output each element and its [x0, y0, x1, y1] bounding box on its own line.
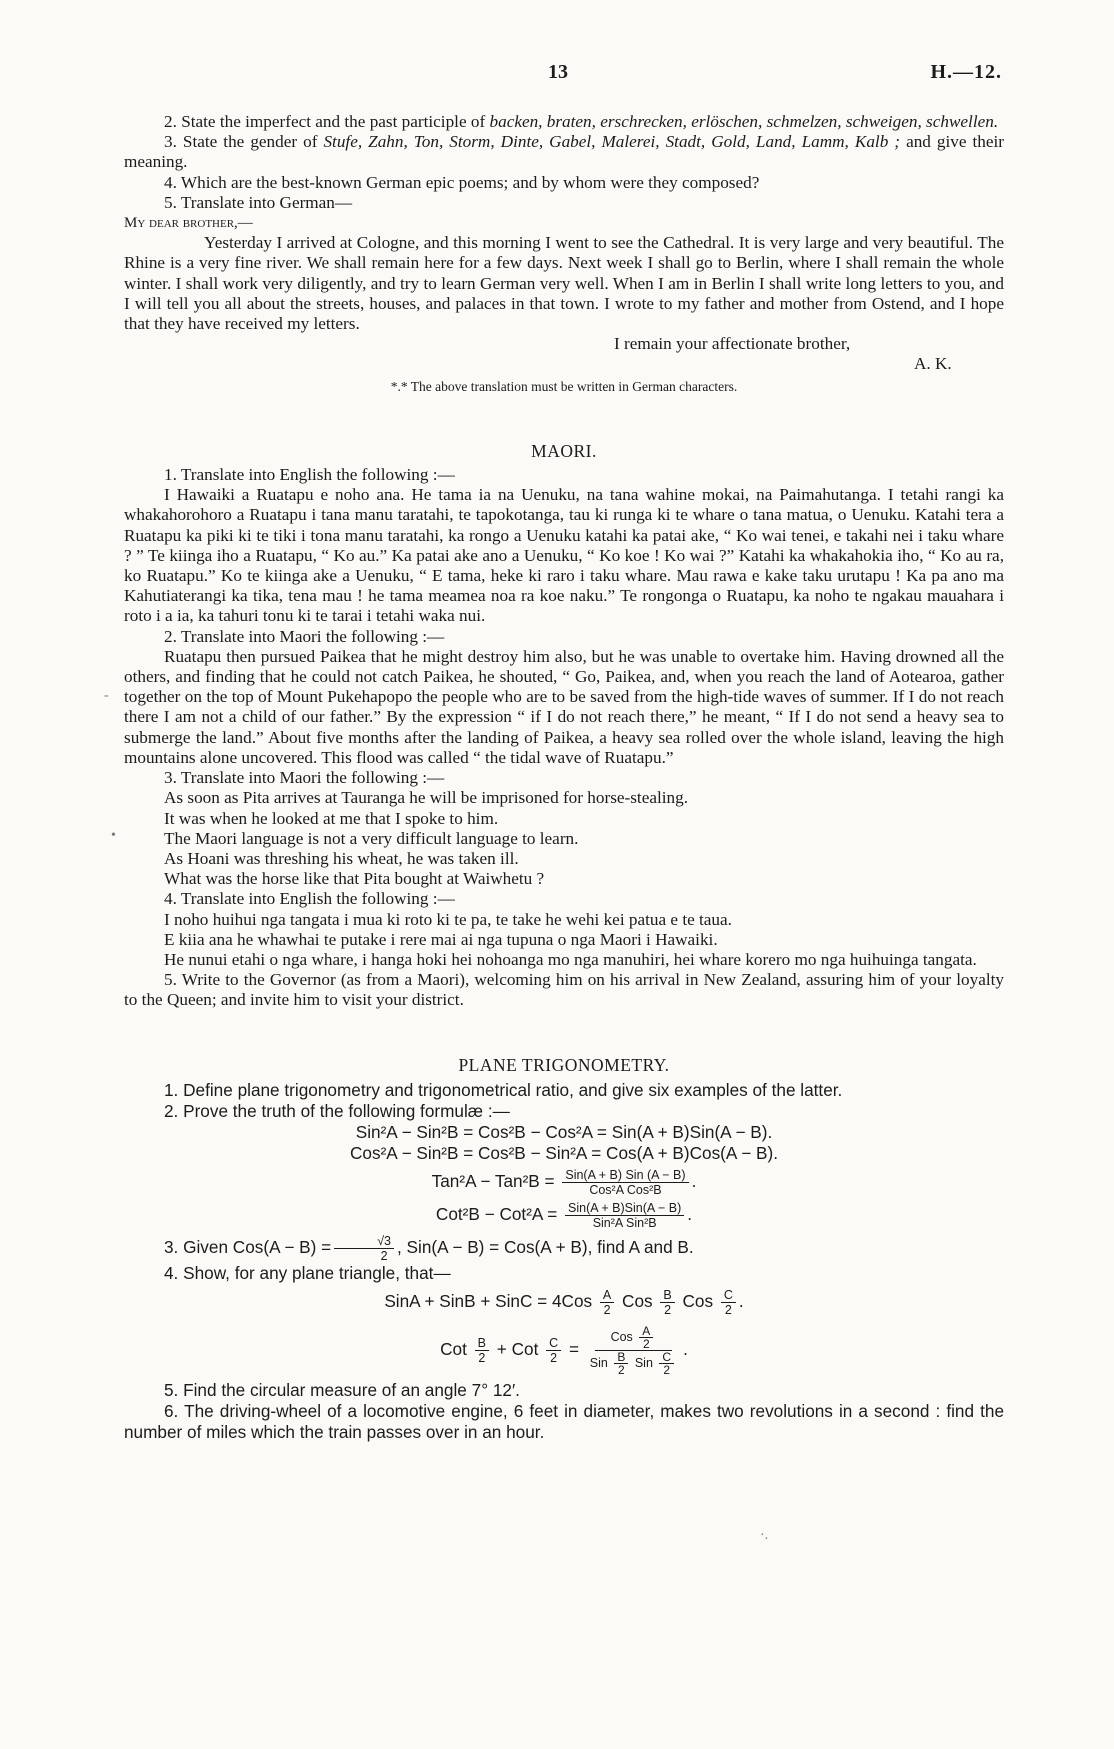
trigonometry-title: PLANE TRIGONOMETRY. — [458, 1054, 670, 1075]
root-three-over-two: $\frac{√3}{2}$ — [334, 1234, 394, 1263]
maori-question-5: 5. Write to the Governor (as from a Maori), welcoming him on his arrival in New Zealand, assuring him of your loyalty to the Queen; and invite him to visit your district. — [124, 970, 1004, 1010]
trig-question-5: 5. Find the circular measure of an angle 7° 12′. — [164, 1379, 520, 1400]
maori-question-2-text: Ruatapu then pursued Paikea that he might destroy him also, but he was unable to overtake him. Having drowned all the others, and finding that he could not catch Paikea, he shouted, “ Go, Paikea, and, when you reach the land of Aotearoa, gather together on the top of Mount Pukehapopo the people who are to be saved from the high-tide waves of summer. If I do not reach there I am not a child of our father.” By the expression “ if I do not reach there,” he meant, “ If I do not send a heavy sea to submerge the land.” About five months after the landing of Paikea, a heavy sea rolled over the whole island, leaving the high mountains alone uncovered. This flood was called “ the tidal wave of Ruatapu.” — [124, 646, 1004, 767]
trig-question-6: 6. The driving-wheel of a locomotive engine, 6 feet in diameter, makes two revolutions in a second : find the number of miles which the train passes over in an hour. — [124, 1400, 1004, 1442]
maori-question-1-text: I Hawaiki a Ruatapu e noho ana. He tama ia na Uenuku, na tana wahine mokai, na Paimahutanga. I tetahi rangi ka whakahorohoro a Ruatapu i tana manu taratahi, te tapokotanga, tau ki runga ki te whare o tana matua, o Uenuku. Katahi tera a Ruatapu ka piki ki te tiki i tona manu taratahi, ka rongo a Uenuku katahi ka patai ake, “ Ko wai tenei, e takahi nei i taku whare ? ” Te kiinga iho a Ruatapu, “ Ko au.” Ka patai ake ano a Uenuku, “ Ko koe ! Ko wai ?” Katahi ka whakahokia iho, “ Ko au ra, ko Ruatapu.” Ko te kiinga ake a Uenuku, “ E tama, heke ki raro i taku whare. Mau rawa e kake taku urutapu ! Ka pa ano ma Kahutiaterangi ka tika, tena mau ! he tama meamea noa ra koe naku.” Te rongonga o Ruatapu, ka noho te ngakau mauahara i roto i a ia, ka tahuri tonu ki te tarai i tetahi waka nui. — [124, 485, 1004, 626]
formula-6-fraction: Cos $\frac{A}{2}$ Sin $\frac{B}{2}$ Sin $\frac{C}{2}$ — [587, 1325, 680, 1376]
margin-mark: ·. — [760, 1528, 769, 1543]
german-question-4: 4. Which are the best-known German epic poems; and by whom were they composed? — [164, 172, 760, 192]
trig-question-3: 3. Given Cos(A − B) = $\frac{√3}{2}$ , Sin(A − B) = Cos(A + B), find A and B. — [164, 1233, 694, 1263]
trig-question-2: 2. Prove the truth of the following formulæ :— — [164, 1100, 510, 1121]
letter-closing: I remain your affectionate brother, — [614, 334, 851, 354]
page-header — [0, 62, 1114, 88]
maori-title: MAORI. — [531, 440, 597, 461]
german-question-5: 5. Translate into German— — [164, 192, 353, 212]
letter-salutation: My dear brother,— — [124, 215, 253, 232]
maori-question-2: 2. Translate into Maori the following :— — [164, 626, 445, 646]
german-nouns: Stufe, Zahn, Ton, Storm, Dinte, Gabel, Malerei, Stadt, Gold, Land, Lamm, Kalb ; — [323, 132, 901, 152]
trig-question-1: 1. Define plane trigonometry and trigonometrical ratio, and give six examples of the latter. — [164, 1079, 843, 1100]
maori-sentence: As soon as Pita arrives at Tauranga he will be imprisoned for horse-stealing. — [164, 788, 688, 808]
german-question-3: 3. State the gender of Stufe, Zahn, Ton, Storm, Dinte, Gabel, Malerei, Stadt, Gold, Land, Lamm, Kalb ; and give their meaning. — [124, 132, 1005, 172]
formula-4: Cot²B − Cot²A = Sin(A + B)Sin(A − B) Sin²A Sin²B . — [435, 1200, 693, 1230]
formula-3: Tan²A − Tan²B = Sin(A + B) Sin (A − B) Cos²A Cos²B . — [431, 1167, 697, 1197]
letter-initials: A. K. — [914, 354, 952, 374]
maori-question-3: 3. Translate into Maori the following :— — [164, 768, 445, 788]
translation-note: *.* The above translation must be written in German characters. — [390, 378, 738, 394]
formula-5: SinA + SinB + SinC = 4Cos $\frac{A}{2}$ Cos $\frac{B}{2}$ Cos $\frac{C}{2}$ . — [384, 1287, 744, 1317]
trig-question-4: 4. Show, for any plane triangle, that— — [164, 1262, 451, 1283]
maori-question-1: 1. Translate into English the following :— — [164, 465, 455, 485]
maori-question-4: 4. Translate into English the following :— — [164, 889, 455, 909]
formula-4-fraction: Sin(A + B)Sin(A − B) Sin²A Sin²B — [565, 1201, 684, 1230]
page-body — [124, 112, 1004, 1443]
german-section — [124, 112, 1004, 397]
maori-sentence: It was when he looked at me that I spoke to him. — [164, 808, 499, 828]
maori-sentence: E kiia ana he whawhai te putake i rere mai ai nga tupuna o nga Maori i Hawaiki. — [164, 929, 718, 949]
letter-body: Yesterday I arrived at Cologne, and this morning I went to see the Cathedral. It is very large and very beautiful. The Rhine is a very fine river. We shall remain here for a few days. Next week I shall go to Berlin, where I shall remain the whole winter. I shall work very diligently, and try to learn German very well. When I am in Berlin I shall write long letters to you, and I will tell you all about the streets, houses, and palaces in that town. I wrote to my father and mother from Ostend, and I hope that they have received my letters. — [124, 233, 1004, 334]
page-number: 13 — [548, 61, 568, 83]
maori-sentence: What was the horse like that Pita bought at Waiwhetu ? — [164, 869, 545, 889]
maori-sentence: As Hoani was threshing his wheat, he was taken ill. — [164, 848, 519, 868]
formula-3-fraction: Sin(A + B) Sin (A − B) Cos²A Cos²B — [562, 1168, 688, 1197]
german-verbs: backen, braten, erschrecken, erlöschen, schmelzen, schweigen, schwellen. — [489, 112, 999, 131]
trigonometry-section — [124, 1055, 1004, 1443]
formula-2: Cos²A − Sin²B = Cos²B − Sin²A = Cos(A + B)Cos(A − B). — [350, 1142, 778, 1163]
german-question-2: 2. State the imperfect and the past participle of backen, braten, erschrecken, erlöschen, schmelzen, schweigen, schwellen. — [164, 112, 999, 131]
maori-sentence: I noho huihui nga tangata i mua ki roto ki te pa, te take he wehi kei patua e te taua. — [164, 909, 732, 929]
maori-sentence: He nunui etahi o nga whare, i hanga hoki hei nohoanga mo nga manuhiri, hei whare korero mo nga huihuinga tangata. — [164, 949, 977, 969]
formula-1: Sin²A − Sin²B = Cos²B − Cos²A = Sin(A + B)Sin(A − B). — [355, 1121, 773, 1142]
maori-sentence: The Maori language is not a very difficult language to learn. — [164, 828, 579, 848]
margin-mark: • — [111, 828, 116, 843]
document-reference: H.—12. — [930, 61, 1002, 83]
margin-mark: - — [104, 688, 109, 703]
formula-6: Cot $\frac{B}{2}$ + Cot $\frac{C}{2}$ = Cos $\frac{A}{2}$ Sin $\frac{B}{2}$ Sin $\frac{C}{2}$ . — [440, 1323, 688, 1377]
maori-section — [124, 441, 1004, 1011]
